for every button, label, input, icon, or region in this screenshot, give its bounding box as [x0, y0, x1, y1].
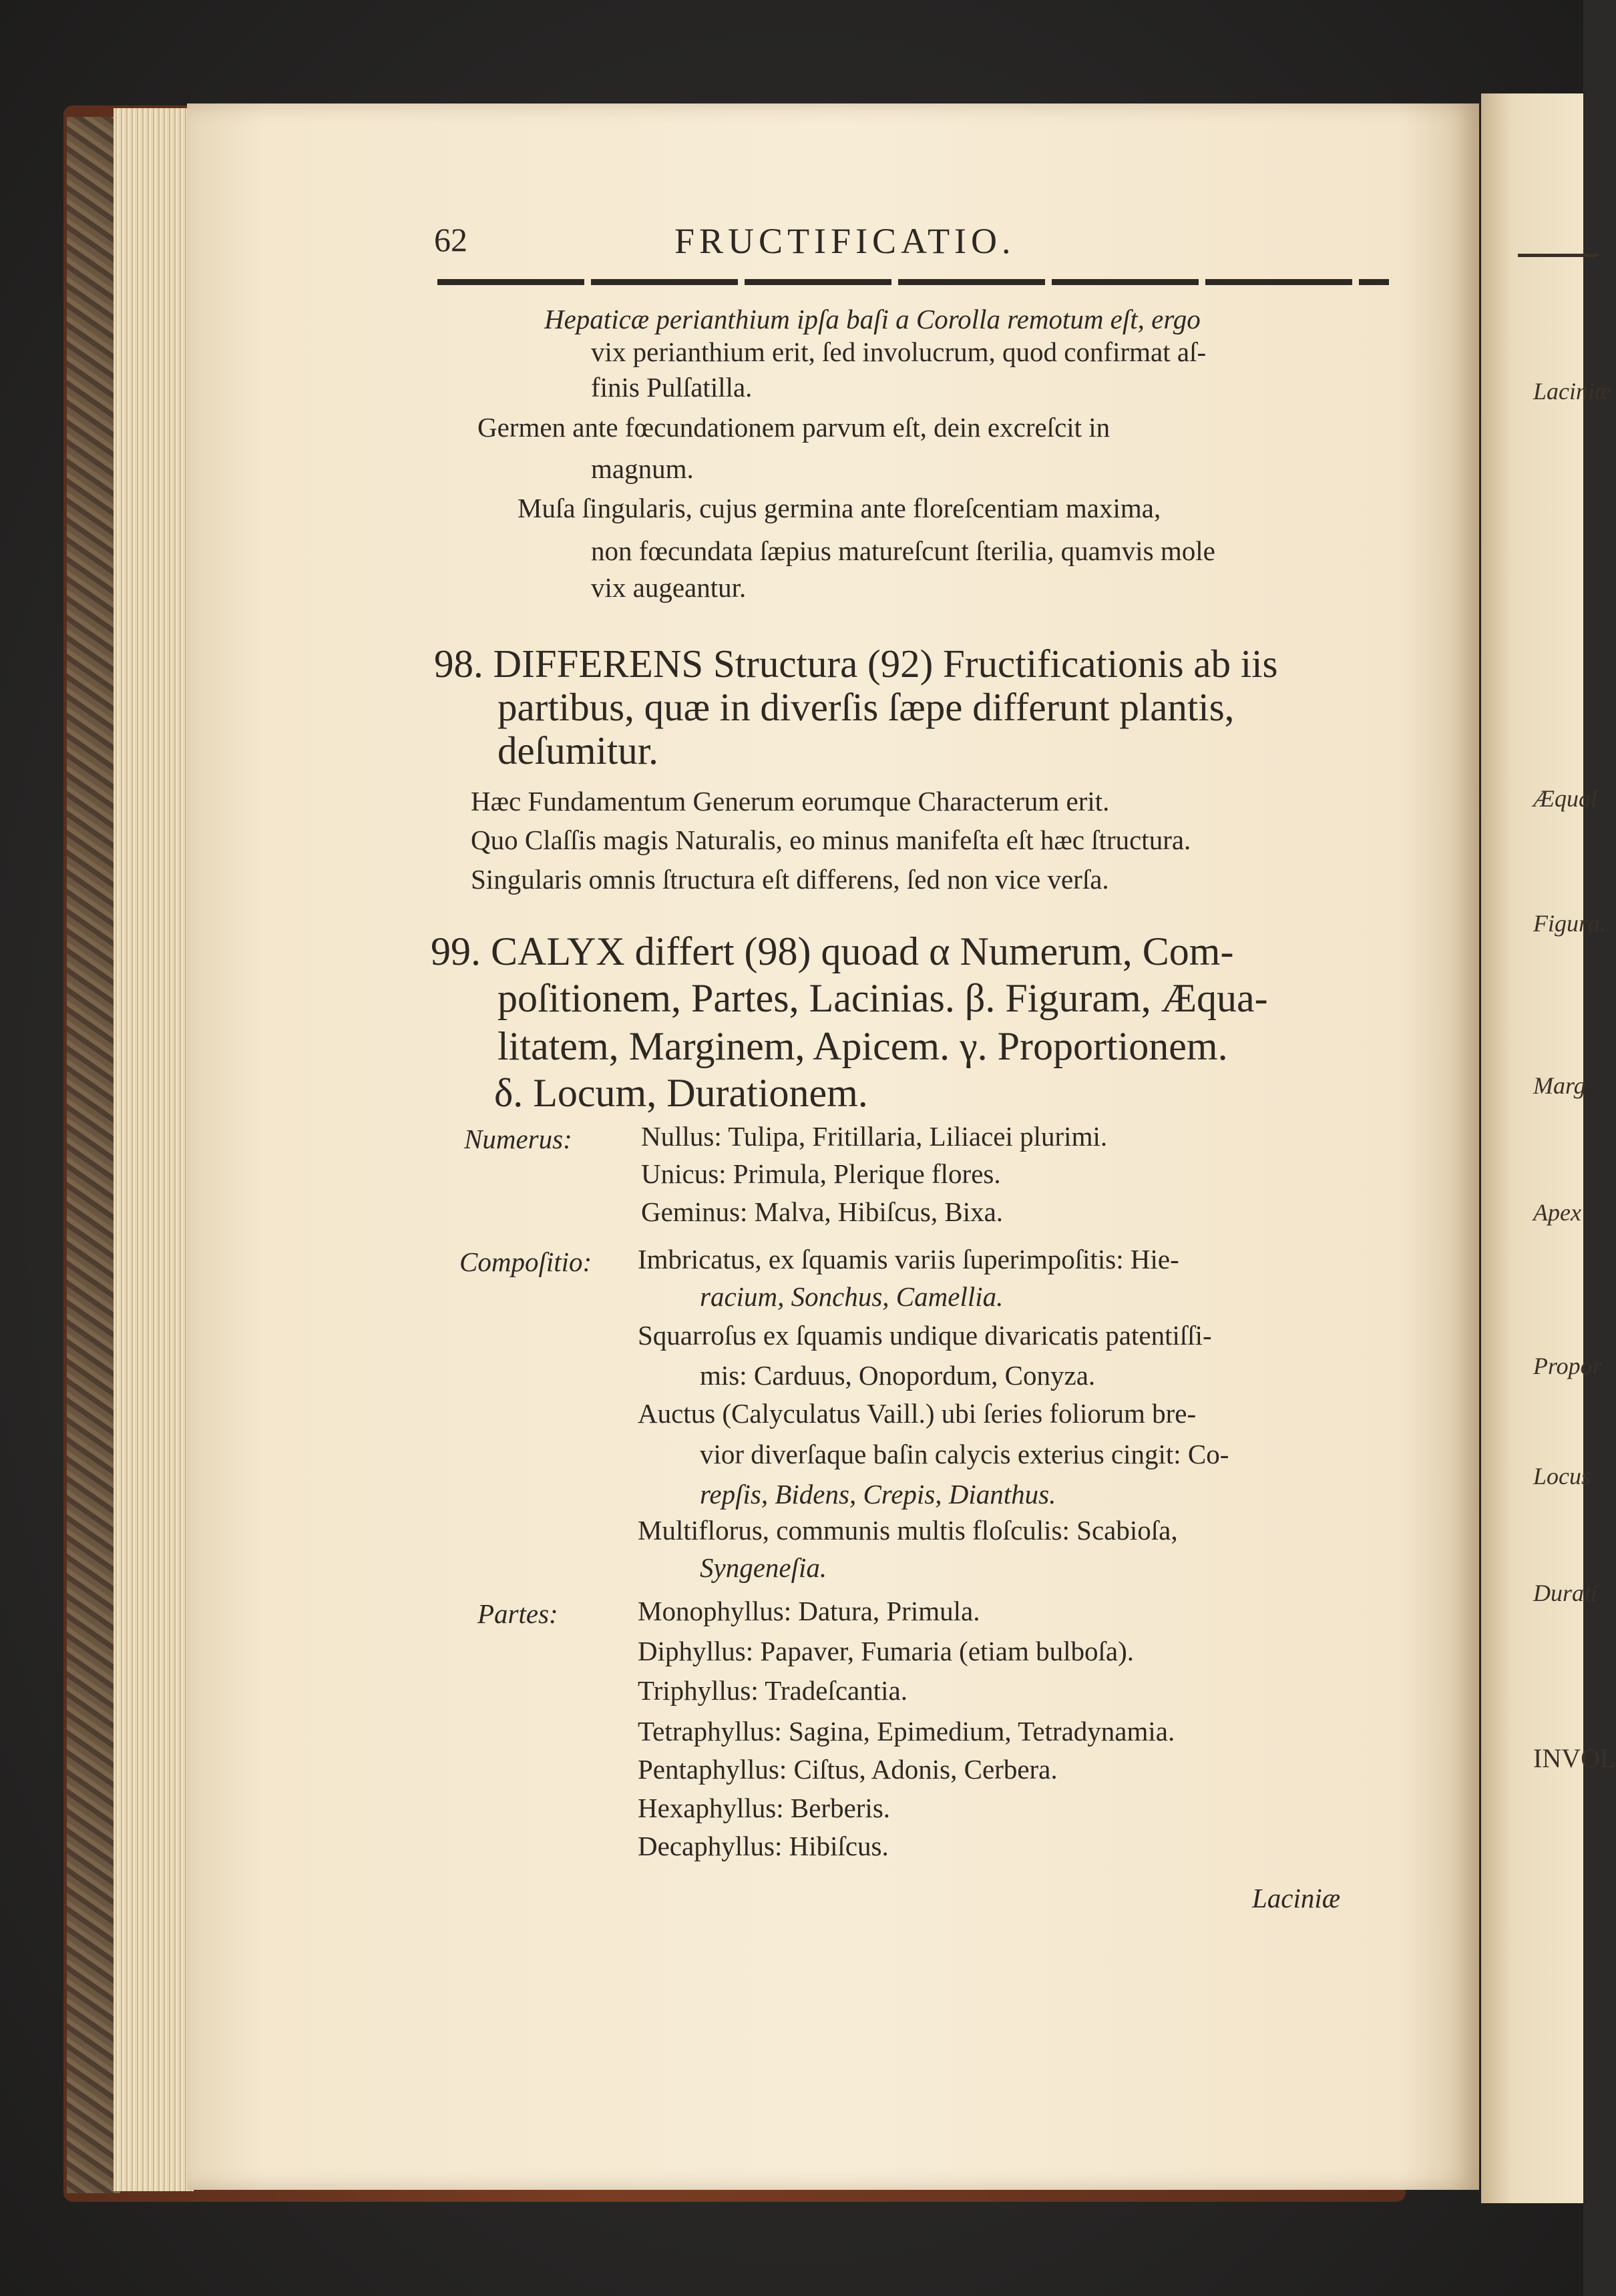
text-line: magnum. — [591, 453, 694, 484]
section-heading: 99. CALYX differt (98) quoad α Numerum, Com- — [431, 929, 1234, 973]
category-label: Partes: — [477, 1598, 558, 1629]
facing-marginal-5: Apex — [1533, 1199, 1581, 1226]
text-line: Hepaticæ perianthium ipſa baſi a Corolla remotum eſt, ergo — [544, 304, 1201, 334]
page-stack-edges — [114, 108, 194, 2191]
head-rule — [437, 279, 1389, 285]
text-line: vix perianthium erit, ſed involucrum, quod confirmat aſ- — [591, 336, 1207, 367]
text-line: Tetraphyllus: Sagina, Epimedium, Tetradynamia. — [638, 1716, 1175, 1747]
text-line: Singularis omnis ſtructura eſt differens, ſed non vice verſa. — [471, 864, 1109, 895]
facing-head-rule — [1518, 254, 1598, 257]
text-line: non fœcundata ſæpius matureſcunt ſterilia, quamvis mole — [591, 535, 1215, 566]
category-label: Compoſitio: — [459, 1246, 592, 1277]
text-line: Monophyllus: Datura, Primula. — [638, 1596, 980, 1626]
facing-page — [1481, 93, 1616, 2203]
text-line: Hexaphyllus: Berberis. — [638, 1793, 891, 1823]
text-line: Unicus: Primula, Plerique flores. — [641, 1158, 1001, 1189]
section-heading: poſitionem, Partes, Lacinias. β. Figuram, Æqua- — [497, 976, 1268, 1020]
text-line: Hæc Fundamentum Generum eorumque Characterum erit. — [471, 786, 1110, 817]
facing-marginal-2: Æqual — [1533, 785, 1598, 812]
text-line: Quo Claſſis magis Naturalis, eo minus manifeſta eſt hæc ſtructura. — [471, 825, 1191, 855]
text-line: Syngeneſia. — [700, 1552, 827, 1583]
text-line: Imbricatus, ex ſquamis variis ſuperimpoſitis: Hie- — [638, 1244, 1179, 1275]
text-line: Pentaphyllus: Ciſtus, Adonis, Cerbera. — [638, 1754, 1058, 1785]
text-line: Multiflorus, communis multis floſculis: Scabioſa, — [638, 1515, 1178, 1546]
facing-marginal-7: Locus — [1533, 1463, 1591, 1489]
text-line: Triphyllus: Tradeſcantia. — [638, 1675, 907, 1706]
page-number: 62 — [434, 221, 467, 258]
text-line: finis Pulſatilla. — [591, 372, 753, 403]
text-line: Geminus: Malva, Hibiſcus, Bixa. — [641, 1196, 1004, 1227]
section-heading: litatem, Marginem, Apicem. γ. Proportionem. — [497, 1024, 1228, 1068]
facing-marginal-8: Durati — [1533, 1580, 1598, 1606]
section-heading: deſumitur. — [497, 728, 658, 772]
text-line: Decaphyllus: Hibiſcus. — [638, 1831, 889, 1861]
text-line: Germen ante fœcundationem parvum eſt, dein excreſcit in — [477, 412, 1110, 443]
marbled-edge — [67, 117, 120, 2193]
text-line: Diphyllus: Papaver, Fumaria (etiam bulboſa). — [638, 1636, 1135, 1666]
section-heading: δ. Locum, Durationem. — [494, 1071, 868, 1115]
facing-marginal-4: Marg — [1533, 1072, 1586, 1099]
facing-marginal-6: Propor — [1533, 1353, 1602, 1379]
category-label: Numerus: — [464, 1124, 572, 1154]
facing-marginal-1: Laciniæ — [1533, 378, 1611, 405]
catchword: Laciniæ — [1252, 1883, 1341, 1913]
text-line: vix augeantur. — [591, 572, 747, 603]
running-head: FRUCTIFICATIO. — [674, 221, 1016, 261]
text-line: racium, Sonchus, Camellia. — [700, 1281, 1004, 1312]
section-heading: 98. DIFFERENS Structura (92) Fructificationis ab iis — [434, 642, 1278, 686]
text-line: Nullus: Tulipa, Fritillaria, Liliacei plurimi. — [641, 1121, 1108, 1152]
facing-marginal-9: INVOL — [1533, 1743, 1616, 1773]
text-line: Auctus (Calyculatus Vaill.) ubi ſeries foliorum bre- — [638, 1398, 1197, 1429]
text-line: repſis, Bidens, Crepis, Dianthus. — [700, 1479, 1056, 1510]
facing-marginal-3: Figura. — [1533, 910, 1607, 937]
text-line: mis: Carduus, Onopordum, Conyza. — [700, 1360, 1096, 1391]
text-line: vior diverſaque baſin calycis exterius cingit: Co- — [700, 1439, 1229, 1469]
section-heading: partibus, quæ in diverſis ſæpe differunt plantis, — [497, 685, 1235, 729]
text-line: Muſa ſingularis, cujus germina ante floreſcentiam maxima, — [518, 493, 1161, 523]
text-line: Squarroſus ex ſquamis undique divaricatis patentiſſi- — [638, 1320, 1212, 1351]
